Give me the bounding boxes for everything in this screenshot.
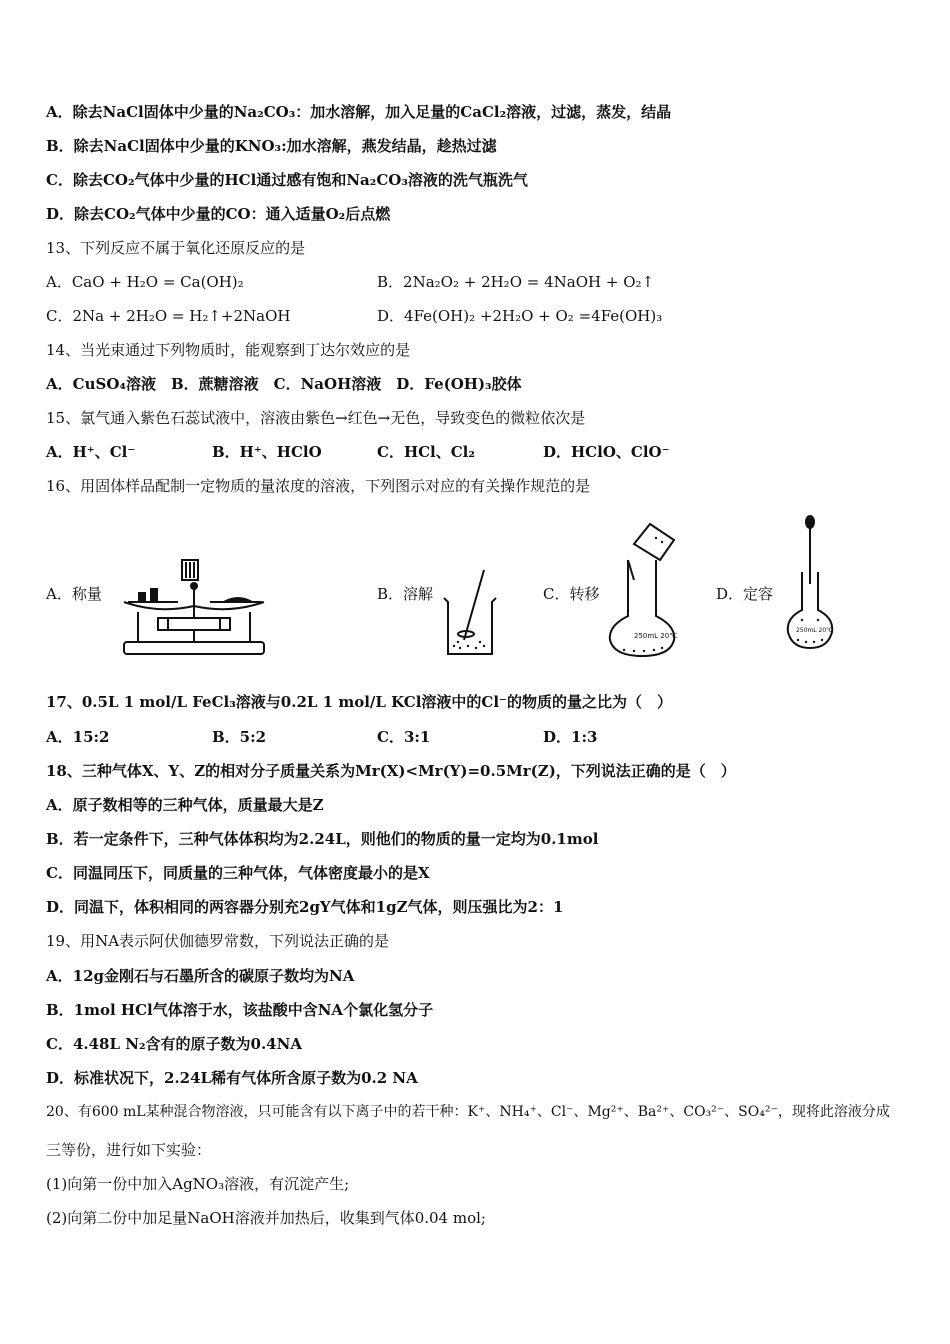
q12-option-c: C．除去CO₂气体中少量的HCl通过感有饱和Na₂CO₃溶液的洗气瓶洗气 xyxy=(46,171,528,189)
volumetric-flask-figure xyxy=(784,514,836,650)
q17-option-a: A．15:2 xyxy=(46,728,110,746)
q16-stem: 16、用固体样品配制一定物质的量浓度的溶液，下列图示对应的有关操作规范的是 xyxy=(46,477,591,495)
transfer-flask-figure xyxy=(604,520,680,658)
q17-option-b: B．5:2 xyxy=(212,728,267,746)
q13-option-d: D．4Fe(OH)₂ +2H₂O + O₂ =4Fe(OH)₃ xyxy=(377,307,663,325)
q17-option-c: C．3:1 xyxy=(377,728,431,746)
q19-option-b: B．1mol HCl气体溶于水，该盐酸中含NA个氯化氢分子 xyxy=(46,1001,434,1019)
q12-option-a: A．除去NaCl固体中少量的Na₂CO₃：加水溶解，加入足量的CaCl₂溶液，过滤，蒸发，结晶 xyxy=(46,103,672,121)
balance-scale-figure xyxy=(118,556,270,660)
q20-line1: 20、有600 mL某种混合物溶液，只可能含有以下离子中的若干种：K⁺、NH₄⁺、Cl⁻、Mg²⁺、Ba²⁺、CO₃²⁻、SO₄²⁻，现将此溶液分成 xyxy=(46,1104,890,1120)
beaker-figure xyxy=(440,568,500,660)
q12-option-d: D．除去CO₂气体中少量的CO：通入适量O₂后点燃 xyxy=(46,205,391,223)
flask-c-label: 250mL 20℃ xyxy=(634,632,678,640)
q15-stem: 15、氯气通入紫色石蕊试液中，溶液由紫色→红色→无色，导致变色的微粒依次是 xyxy=(46,409,586,427)
q18-option-d: D．同温下，体积相同的两容器分别充2gY气体和1gZ气体，则压强比为2：1 xyxy=(46,898,564,916)
q15-option-c: C．HCl、Cl₂ xyxy=(377,443,475,461)
q18-option-c: C．同温同压下，同质量的三种气体，气体密度最小的是X xyxy=(46,864,430,882)
q14-options: A．CuSO₄溶液 B．蔗糖溶液 C．NaOH溶液 D．Fe(OH)₃胶体 xyxy=(46,375,522,393)
q13-option-a: A．CaO + H₂O = Ca(OH)₂ xyxy=(46,273,244,291)
q16-option-a: A．称量 xyxy=(46,585,102,603)
q17-option-d: D．1:3 xyxy=(543,728,598,746)
q13-option-b: B．2Na₂O₂ + 2H₂O = 4NaOH + O₂↑ xyxy=(377,273,655,291)
q18-option-b: B．若一定条件下，三种气体体积均为2.24L，则他们的物质的量一定均为0.1mol xyxy=(46,830,599,848)
q20-step2: (2)向第二份中加足量NaOH溶液并加热后，收集到气体0.04 mol; xyxy=(46,1209,486,1227)
q15-option-d: D．HClO、ClO⁻ xyxy=(543,443,670,461)
q20-line2: 三等份，进行如下实验： xyxy=(46,1141,212,1159)
q18-stem: 18、三种气体X、Y、Z的相对分子质量关系为Mr(X)<Mr(Y)=0.5Mr(Z)，下列说法正确的是（ ） xyxy=(46,762,736,780)
q16-option-c: C．转移 xyxy=(543,585,600,603)
q12-option-b: B．除去NaCl固体中少量的KNO₃:加水溶解，燕发结晶，趁热过滤 xyxy=(46,137,497,155)
q13-option-c: C．2Na + 2H₂O = H₂↑+2NaOH xyxy=(46,307,291,325)
q14-stem: 14、当光束通过下列物质时，能观察到丁达尔效应的是 xyxy=(46,341,411,359)
q15-option-b: B．H⁺、HClO xyxy=(212,443,322,461)
flask-d-label: 250mL 20℃ xyxy=(796,627,833,634)
q19-stem: 19、用NA表示阿伏伽德罗常数，下列说法正确的是 xyxy=(46,932,390,950)
q15-option-a: A．H⁺、Cl⁻ xyxy=(46,443,136,461)
q20-step1: (1)向第一份中加入AgNO₃溶液，有沉淀产生; xyxy=(46,1175,350,1193)
q13-stem: 13、下列反应不属于氧化还原反应的是 xyxy=(46,239,306,257)
q19-option-d: D．标准状况下，2.24L稀有气体所含原子数为0.2 NA xyxy=(46,1069,418,1087)
q17-stem: 17、0.5L 1 mol/L FeCl₃溶液与0.2L 1 mol/L KCl溶液中的Cl⁻的物质的量之比为（ ） xyxy=(46,693,672,711)
q16-option-b: B．溶解 xyxy=(377,585,434,603)
q18-option-a: A．原子数相等的三种气体，质量最大是Z xyxy=(46,796,324,814)
q16-option-d: D．定容 xyxy=(716,585,774,603)
q19-option-c: C．4.48L N₂含有的原子数为0.4NA xyxy=(46,1035,302,1053)
q19-option-a: A．12g金刚石与石墨所含的碳原子数均为NA xyxy=(46,967,355,985)
